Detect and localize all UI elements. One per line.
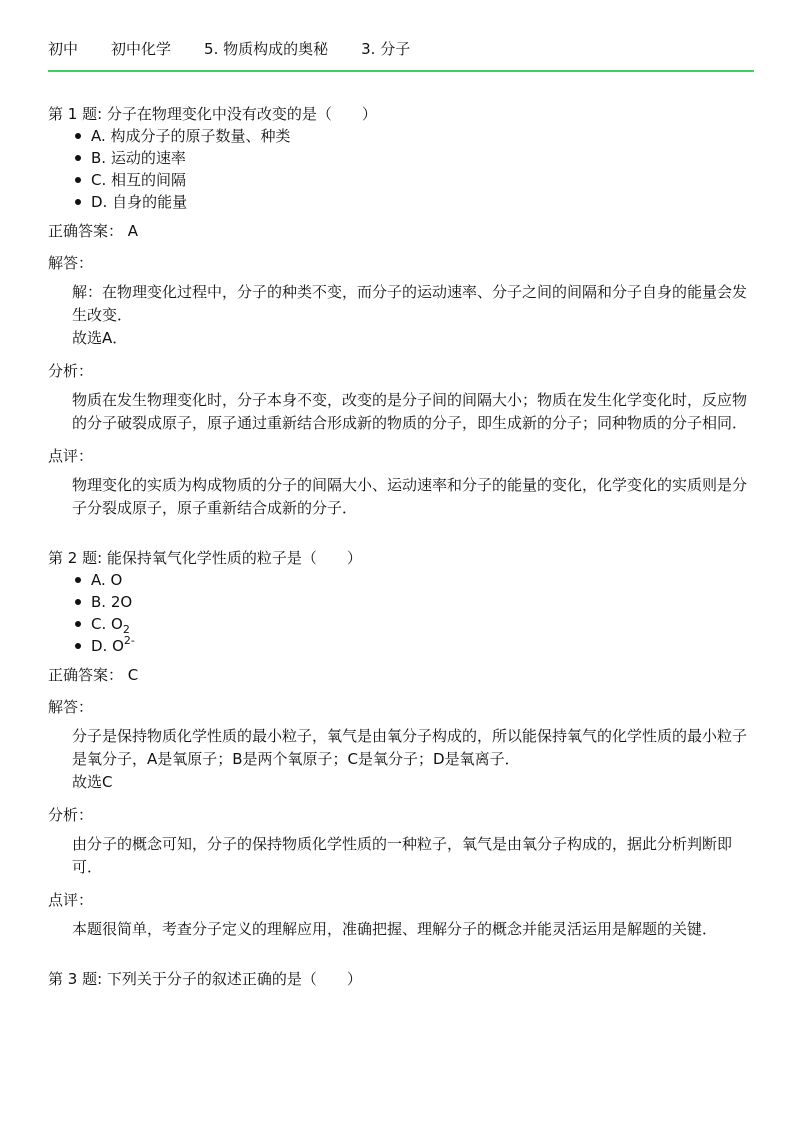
- breadcrumb-subject[interactable]: 初中化学: [111, 40, 172, 58]
- option-c-subscript: 2: [122, 623, 130, 636]
- question-1: [48, 103, 754, 520]
- analysis-label: 分析：: [48, 806, 94, 824]
- solution-body: [48, 725, 754, 794]
- comment-label: 点评：: [48, 447, 94, 465]
- answer-label: 正确答案：: [48, 666, 124, 684]
- answer-value: A: [127, 222, 139, 240]
- solution-label: 解答：: [48, 698, 94, 716]
- option-d: [73, 635, 754, 657]
- option-d-superscript: 2-: [123, 634, 135, 647]
- answer-row: [48, 220, 754, 242]
- breadcrumb-level[interactable]: 初中: [48, 40, 79, 58]
- option-list: [48, 125, 754, 213]
- breadcrumb: [48, 38, 754, 72]
- option-b: B. 2O: [73, 591, 754, 613]
- solution-body: [48, 281, 754, 350]
- analysis-label: 分析：: [48, 362, 94, 380]
- solution-conclusion: 故选A．: [72, 329, 128, 347]
- option-d-base: D. O: [91, 637, 124, 655]
- solution-conclusion: 故选C: [72, 773, 113, 791]
- answer-label: 正确答案：: [48, 222, 124, 240]
- question-list: [48, 103, 754, 1017]
- question-3: [48, 968, 754, 990]
- breadcrumb-chapter[interactable]: 5. 物质构成的奥秘: [204, 40, 329, 58]
- option-c: C. 相互的间隔: [73, 169, 754, 191]
- breadcrumb-section[interactable]: 3. 分子: [361, 40, 411, 58]
- option-a: A. 构成分子的原子数量、种类: [73, 125, 754, 147]
- solution-text: 解：在物理变化过程中，分子的种类不变，而分子的运动速率、分子之间的间隔和分子自身的能量会发生改变．: [72, 283, 748, 324]
- comment-body: 物理变化的实质为构成物质的分子的间隔大小、运动速率和分子的能量的变化，化学变化的实质则是分子分裂成原子，原子重新结合成新的分子．: [72, 476, 748, 517]
- analysis-body: 物质在发生物理变化时，分子本身不变，改变的是分子间的间隔大小；物质在发生化学变化时，反应物的分子破裂成原子，原子通过重新结合形成新的物质的分子，即生成新的分子；同种物质的分子相同．: [72, 391, 748, 432]
- question-title: 第 2 题: 能保持氧气化学性质的粒子是（ ）: [48, 549, 362, 567]
- option-a: A. O: [73, 569, 754, 591]
- answer-value: C: [127, 666, 139, 684]
- option-d: D. 自身的能量: [73, 191, 754, 213]
- solution-label: 解答：: [48, 254, 94, 272]
- analysis-body: 由分子的概念可知，分子的保持物质化学性质的一种粒子，氧气是由氧分子构成的，据此分析判断即可．: [72, 835, 733, 876]
- option-c-base: C. O: [91, 615, 123, 633]
- solution-text: 分子是保持物质化学性质的最小粒子，氧气是由氧分子构成的，所以能保持氧气的化学性质的最小粒子是氧分子，A是氧原子；B是两个氧原子；C是氧分子；D是氧离子．: [72, 727, 748, 768]
- question-title: 第 3 题: 下列关于分子的叙述正确的是（ ）: [48, 970, 362, 988]
- option-list: [48, 569, 754, 657]
- option-b: B. 运动的速率: [73, 147, 754, 169]
- question-title: 第 1 题: 分子在物理变化中没有改变的是（ ）: [48, 105, 377, 123]
- comment-body: 本题很简单，考查分子定义的理解应用，准确把握、理解分子的概念并能灵活运用是解题的关键．: [72, 920, 718, 938]
- answer-row: [48, 664, 754, 686]
- comment-label: 点评：: [48, 891, 94, 909]
- option-c: [73, 613, 754, 635]
- question-2: [48, 547, 754, 941]
